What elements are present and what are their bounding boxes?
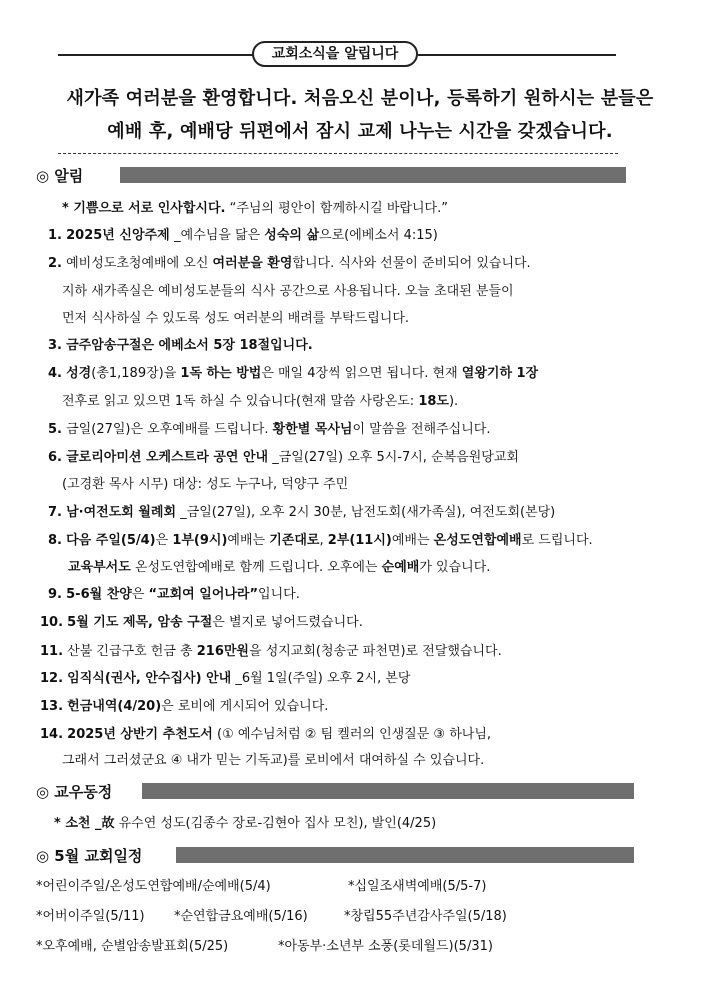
notice-text-bold: 기존대로 bbox=[269, 533, 320, 548]
notice-item bbox=[48, 504, 555, 522]
notice-item-number: 5. bbox=[48, 422, 62, 437]
notice-text: (① 예수님처럼 ② 팀 켈러의 인생질문 ③ 하나님, bbox=[212, 727, 492, 742]
notice-item bbox=[48, 227, 438, 245]
notice-item-continuation bbox=[62, 393, 458, 411]
notice-item bbox=[48, 255, 531, 273]
notice-item bbox=[40, 643, 502, 661]
notice-item bbox=[48, 337, 313, 355]
notice-text-bold: 임직식(권사, 안수집사) 안내 bbox=[67, 671, 232, 686]
notice-text-bold: 온성도연합예배 bbox=[433, 533, 522, 548]
notice-text: 가 있습니다. bbox=[419, 560, 491, 575]
notice-item-number: 14. bbox=[40, 727, 64, 742]
notice-text: 합니다. 식사와 선물이 준비되어 있습니다. bbox=[292, 256, 531, 271]
header-badge: 교회소식을 알립니다 bbox=[252, 41, 418, 67]
notice-item-number: 9. bbox=[48, 587, 62, 602]
notice-text-bold: 순예배 bbox=[381, 560, 420, 575]
notice-text-bold: 다음 주일(5/4) bbox=[66, 533, 156, 548]
notice-text: 전후로 읽고 있으면 1독 하실 수 있습니다(현재 말씀 사랑온도: bbox=[62, 394, 419, 409]
notice-item bbox=[48, 532, 593, 550]
notice-item-number: 13. bbox=[40, 699, 64, 714]
notice-item-number: 12. bbox=[40, 671, 64, 686]
notice-text-bold: 헌금내역(4/20) bbox=[67, 699, 162, 714]
schedule-item: *아동부·소년부 소풍(롯데월드)(5/31) bbox=[278, 939, 493, 954]
notice-text: 예비성도초청예배에 오신 bbox=[66, 256, 213, 271]
notice-item-number: 8. bbox=[48, 533, 62, 548]
notice-item-number: 6. bbox=[48, 450, 62, 465]
notice-item-continuation bbox=[62, 283, 514, 301]
welcome-line-1: 새가족 여러분을 환영합니다. 처음오신 분이나, 등록하기 원하시는 분들은 bbox=[66, 88, 654, 109]
notice-text-bold: 글로리아미션 오케스트라 공연 안내 bbox=[66, 450, 269, 465]
notice-item-number: 3. bbox=[48, 338, 62, 353]
notice-text: _금일(27일) 오후 5시-7시, 순복음원당교회 bbox=[268, 450, 519, 465]
section-title: ◎ 5월 교회일정 bbox=[36, 846, 143, 865]
section-title: ◎ 알림 bbox=[36, 166, 84, 185]
notice-text-bold: 여러분을 환영 bbox=[212, 256, 293, 271]
notice-text-bold: 216만원 bbox=[196, 644, 249, 659]
notice-text-bold: 금주암송구절은 에베소서 5장 18절입니다. bbox=[66, 338, 313, 353]
notice-text: 금일(27일)은 오후예배를 드립니다. bbox=[66, 422, 273, 437]
notice-text-bold: 5-6월 찬양 bbox=[66, 587, 132, 602]
notice-text-bold: 18도 bbox=[418, 394, 449, 409]
notice-text-bold: 1독 하는 방법 bbox=[180, 366, 262, 381]
notice-text-bold: “교회여 일어나라” bbox=[148, 587, 259, 602]
notice-item bbox=[48, 365, 538, 383]
notice-text-bold: 교육부서도 bbox=[68, 560, 131, 575]
notice-text-bold: 1부(9시) bbox=[172, 533, 228, 548]
schedule-item: *순연합금요예배(5/16) bbox=[174, 909, 308, 924]
notice-text: 으로(에베소서 4:15) bbox=[319, 228, 438, 243]
notice-text: 은 bbox=[155, 533, 173, 548]
notice-item bbox=[40, 670, 410, 688]
member-news-bold: * 소천 _故 bbox=[54, 816, 115, 831]
notice-text: 온성도연합예배로 함께 드립니다. 오후에는 bbox=[130, 560, 382, 575]
notice-text: 먼저 식사하실 수 있도록 성도 여러분의 배려를 부탁드립니다. bbox=[62, 311, 410, 326]
notice-text: 지하 새가족실은 예비성도분들의 식사 공간으로 사용됩니다. 오늘 초대된 분들이 bbox=[62, 284, 514, 299]
dashed-divider bbox=[58, 153, 618, 154]
section-header-member-news bbox=[36, 780, 112, 802]
section-title: ◎ 교우동정 bbox=[36, 782, 113, 801]
schedule-item: *창립55주년감사주일(5/18) bbox=[344, 909, 507, 924]
notice-text: _금일(27일), 오후 2시 30분, 남전도회(새가족실), 여전도회(본당) bbox=[176, 505, 556, 520]
notice-text-bold: 2025년 신앙주제 bbox=[66, 228, 175, 243]
notice-item bbox=[48, 421, 490, 439]
notice-item bbox=[40, 726, 491, 744]
notice-item-continuation bbox=[62, 310, 409, 328]
notice-text: 로 드립니다. bbox=[521, 533, 593, 548]
notice-text: 그래서 그러셨군요 ④ 내가 믿는 기독교)를 로비에서 대여하실 수 있습니다. bbox=[62, 753, 485, 768]
notice-text: 을 성지교회(청송군 파천면)로 전달했습니다. bbox=[249, 644, 502, 659]
notice-item bbox=[40, 698, 328, 716]
notice-text: 산불 긴급구호 헌금 총 bbox=[67, 644, 197, 659]
notice-item-number: 7. bbox=[48, 505, 62, 520]
notice-text: 예배는 bbox=[391, 533, 434, 548]
schedule-item: *오후예배, 순별암송발표회(5/25) bbox=[36, 939, 229, 954]
notice-text: 은 로비에 게시되어 있습니다. bbox=[161, 699, 329, 714]
section-bar bbox=[176, 847, 634, 863]
header-rule-right bbox=[418, 54, 616, 56]
notice-text-bold: 성숙의 삶 bbox=[264, 228, 320, 243]
notice-item-number: 10. bbox=[40, 615, 64, 630]
greeting-rest: “주님의 평안이 함께하시길 바랍니다.” bbox=[225, 201, 448, 216]
section-bar bbox=[120, 167, 626, 183]
schedule-item: *십일조새벽예배(5/5-7) bbox=[348, 879, 487, 894]
member-news-line bbox=[54, 815, 436, 833]
notice-text: 은 bbox=[131, 587, 149, 602]
header-rule-left bbox=[58, 54, 254, 56]
member-news-rest: 유수연 성도(김종수 장로-김현아 집사 모친), 발인(4/25) bbox=[114, 816, 437, 831]
greeting-bold: * 기쁨으로 서로 인사합시다. bbox=[62, 201, 226, 216]
notice-item-continuation bbox=[62, 476, 348, 494]
welcome-line-2: 예배 후, 예배당 뒤편에서 잠시 교제 나누는 시간을 갖겠습니다. bbox=[107, 121, 613, 142]
section-header-schedule bbox=[36, 844, 142, 866]
notice-text-bold: 열왕기하 1장 bbox=[461, 366, 539, 381]
notice-text-bold: 남·여전도회 월례회 bbox=[66, 505, 177, 520]
notice-item-continuation bbox=[68, 559, 490, 577]
notice-text: (고경환 목사 시무) 대상: 성도 누구나, 덕양구 주민 bbox=[62, 477, 349, 492]
section-header-notice bbox=[36, 164, 83, 186]
notice-text: 이 말씀을 전해주십니다. bbox=[352, 422, 491, 437]
notice-item-number: 4. bbox=[48, 366, 62, 381]
schedule-item: *어린이주일/온성도연합예배/순예배(5/4) bbox=[36, 879, 271, 894]
notice-text-bold: 황한별 목사님 bbox=[272, 422, 353, 437]
notice-text: 예배는 bbox=[227, 533, 270, 548]
notice-text: (총1,189장)을 bbox=[91, 366, 181, 381]
notice-text: _6월 1일(주일) 오후 2시, 본당 bbox=[231, 671, 411, 686]
notice-text: 은 매일 4장씩 읽으면 됩니다. 현재 bbox=[261, 366, 462, 381]
notice-text-bold: 성경 bbox=[66, 366, 92, 381]
notice-item bbox=[48, 586, 300, 604]
notice-text: 입니다. bbox=[258, 587, 300, 602]
notice-text: , bbox=[319, 533, 328, 548]
greeting-line bbox=[62, 200, 448, 218]
notice-item bbox=[40, 614, 363, 632]
notice-item-continuation bbox=[62, 752, 484, 770]
notice-text-bold: 5월 기도 제목, 암송 구절 bbox=[67, 615, 213, 630]
notice-item-number: 1. bbox=[48, 228, 62, 243]
notice-text-bold: 2부(11시) bbox=[327, 533, 392, 548]
section-bar bbox=[142, 783, 634, 799]
notice-text: ). bbox=[448, 394, 459, 409]
notice-item bbox=[48, 449, 519, 467]
notice-text-bold: 2025년 상반기 추천도서 bbox=[67, 727, 213, 742]
schedule-item: *어버이주일(5/11) bbox=[36, 909, 145, 924]
notice-text: 은 별지로 넣어드렸습니다. bbox=[212, 615, 363, 630]
notice-item-number: 2. bbox=[48, 256, 62, 271]
notice-text: _예수님을 닮은 bbox=[174, 228, 265, 243]
notice-item-number: 11. bbox=[40, 644, 64, 659]
